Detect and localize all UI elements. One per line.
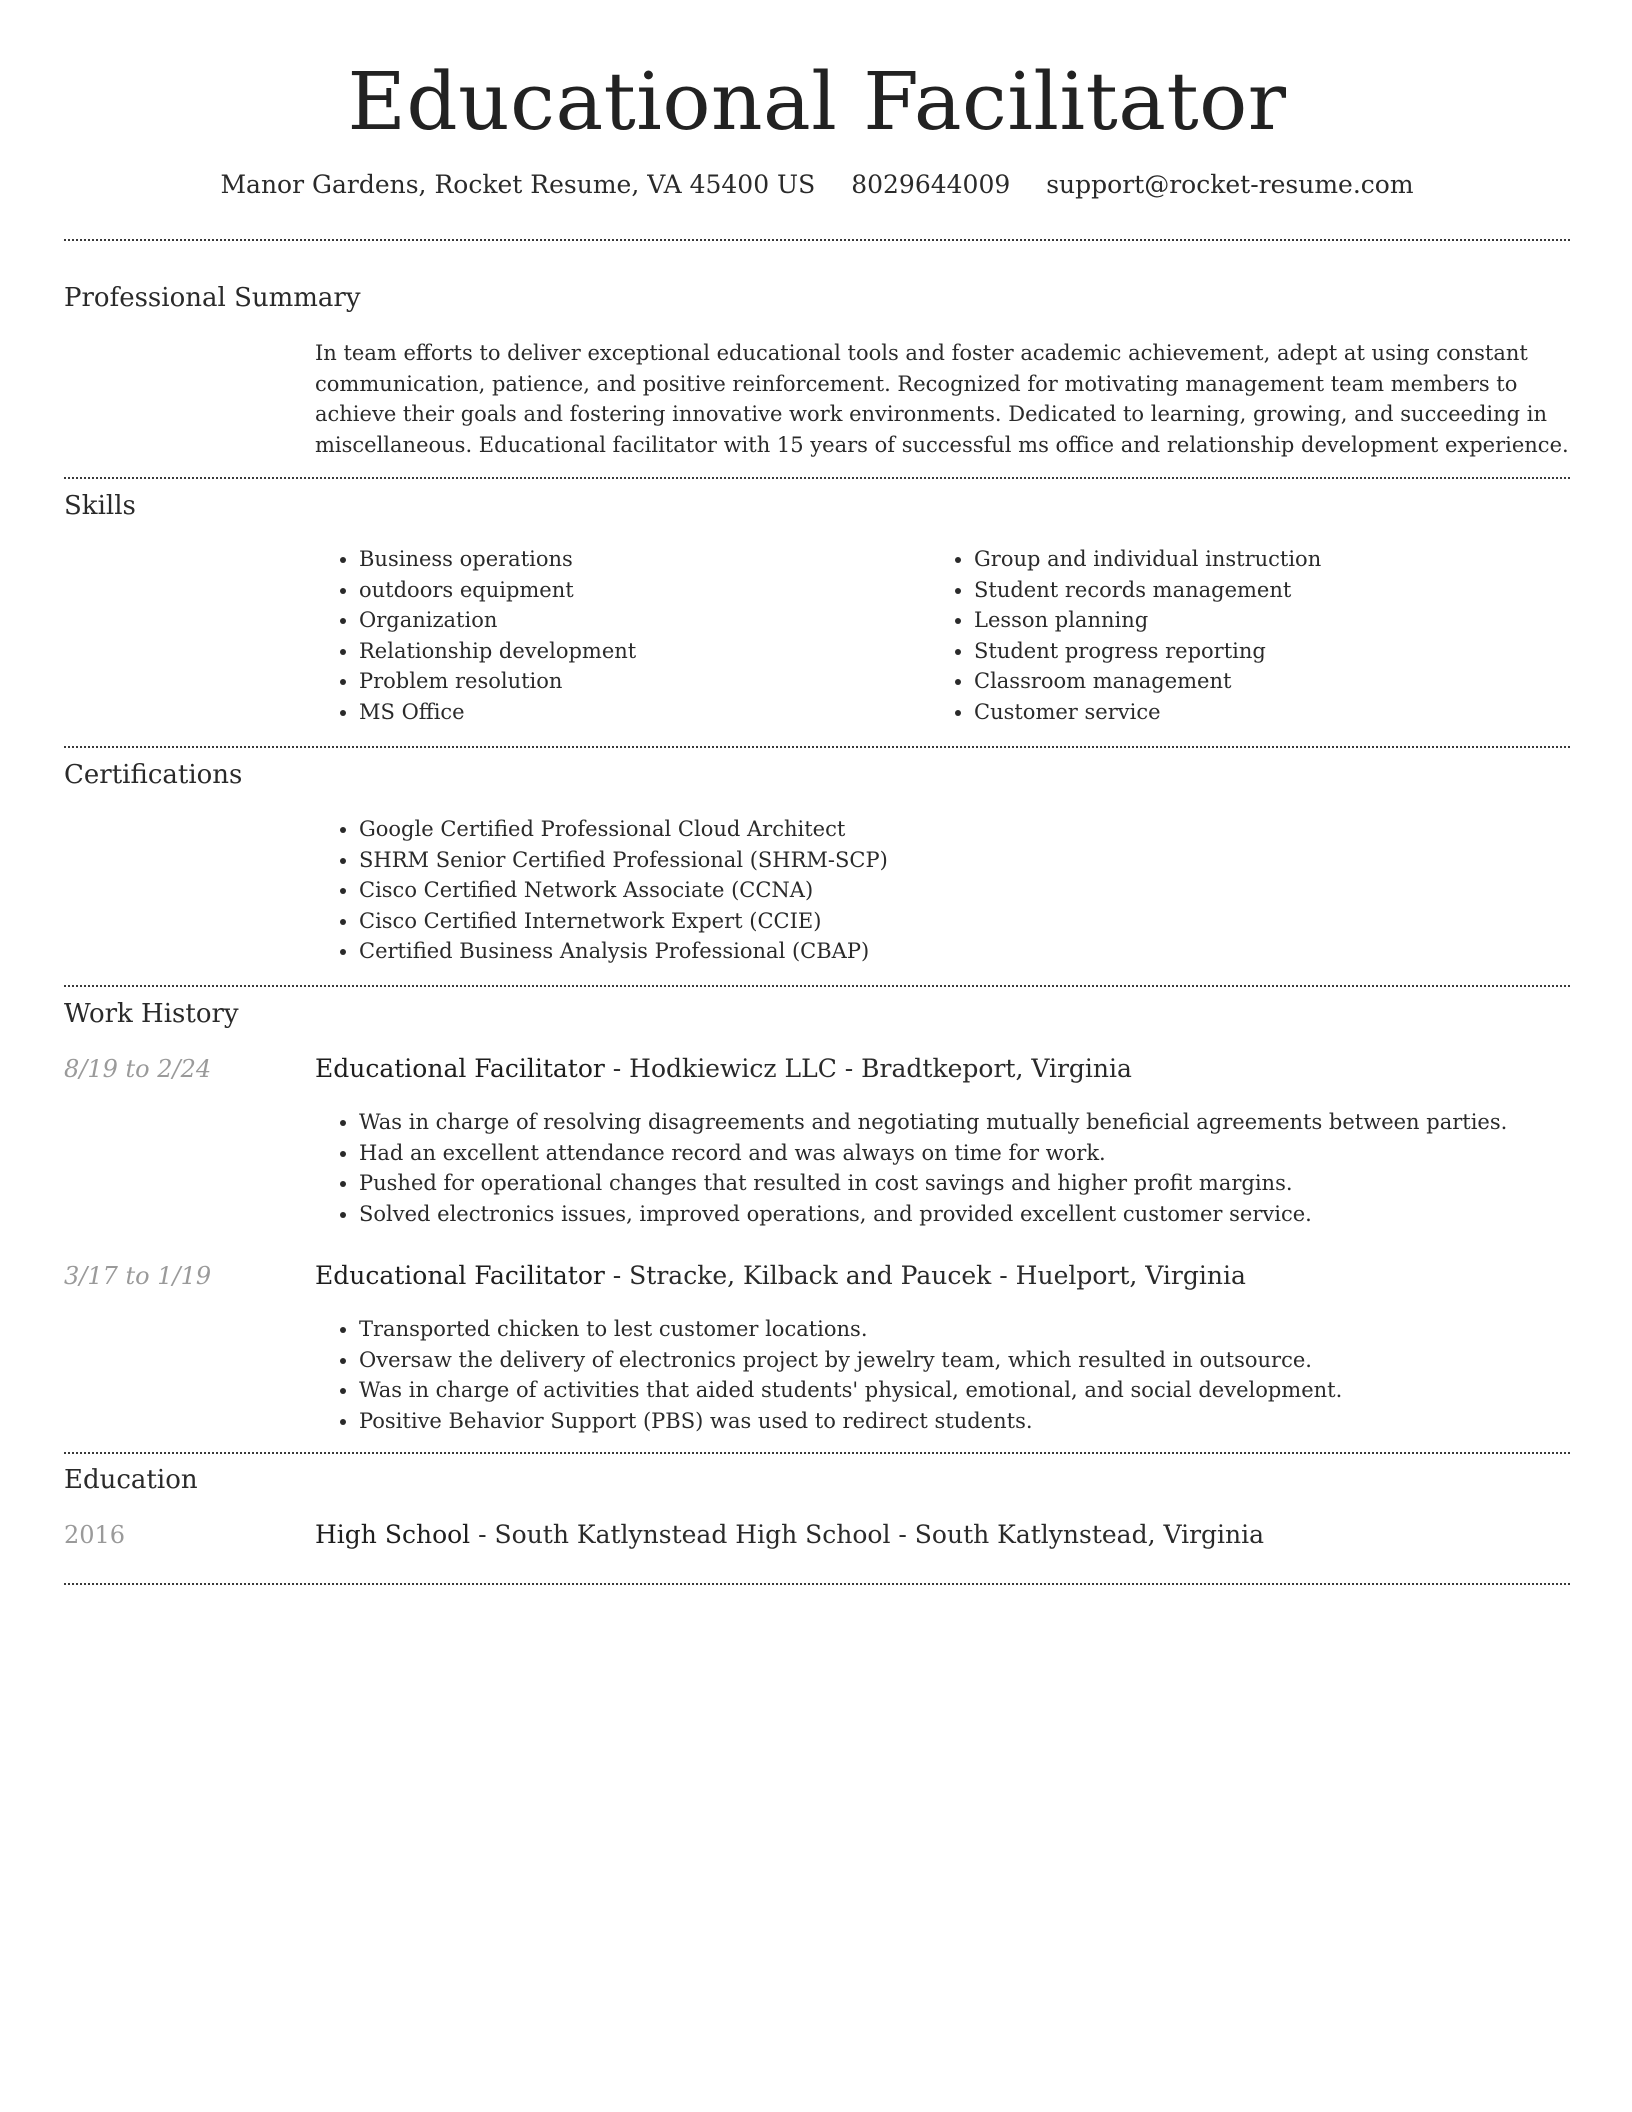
skill-item: • Business operations (359, 544, 636, 575)
certification-item: • Cisco Certified Internetwork Expert (CCIE) (359, 906, 888, 937)
summary-text: In team efforts to deliver exceptional educational tools and foster academic achievement, adept at using constant communication, patience, and positive reinforcement. Recognized for motivating management team members to achieve their goals and fostering innovative work environments. Dedicated to learning, growing, and succeeding in miscellaneous. Educational facilitator with 15 years of successful ms office and relationship development experience. (315, 341, 1569, 457)
section-divider (64, 1583, 1570, 1585)
education-entry (315, 1519, 1264, 1551)
skill-item: • MS Office (359, 697, 636, 728)
job-bullet: • Transported chicken to lest customer locations. (359, 1314, 1342, 1345)
skill-item: • Student progress reporting (974, 636, 1321, 667)
skill-item: • Customer service (974, 697, 1321, 728)
job-bullet: • Pushed for operational changes that resulted in cost savings and higher profit margins. (359, 1168, 1507, 1199)
job-bullet: • Was in charge of resolving disagreements and negotiating mutually beneficial agreements between parties. (359, 1107, 1507, 1138)
contact-address: Manor Gardens, Rocket Resume, VA 45400 US (220, 170, 816, 199)
certification-item: • SHRM Senior Certified Professional (SHRM-SCP) (359, 845, 888, 876)
skill-item: • Group and individual instruction (974, 544, 1321, 575)
section-divider (64, 746, 1570, 748)
contact-line (64, 168, 1570, 202)
education-school: - South Katlynstead High School - South Katlynstead, Virginia (470, 1520, 1265, 1549)
certifications-list (315, 814, 888, 967)
job-dates: 3/17 to 1/19 (64, 1262, 212, 1290)
job-bullet: • Solved electronics issues, improved operations, and provided excellent customer service. (359, 1199, 1507, 1230)
job-bullet: • Oversaw the delivery of electronics project by jewelry team, which resulted in outsource. (359, 1345, 1342, 1376)
skills-list-left (315, 544, 636, 728)
section-divider (64, 985, 1570, 987)
job-role: Educational Facilitator (315, 1261, 605, 1290)
section-divider (64, 477, 1570, 479)
section-divider (64, 239, 1570, 241)
job-dates: 8/19 to 2/24 (64, 1055, 212, 1083)
education-heading: Education (64, 1465, 198, 1495)
certification-item: • Certified Business Analysis Professional (CBAP) (359, 936, 888, 967)
contact-phone: 8029644009 (851, 170, 1011, 199)
education-year: 2016 (64, 1521, 126, 1549)
skill-item: • Organization (359, 605, 636, 636)
candidate-name: Educational Facilitator (347, 55, 1287, 148)
job-bullets (315, 1314, 1342, 1436)
certification-item: • Google Certified Professional Cloud Architect (359, 814, 888, 845)
certifications-heading: Certifications (64, 760, 243, 790)
job-employer: - Stracke, Kilback and Paucek - Huelport, Virginia (604, 1261, 1246, 1290)
summary-heading: Professional Summary (64, 283, 361, 313)
job-bullet: • Positive Behavior Support (PBS) was used to redirect students. (359, 1406, 1342, 1437)
job-employer: - Hodkiewicz LLC - Bradtkeport, Virginia (604, 1054, 1132, 1083)
job-title (315, 1260, 1246, 1292)
skills-list-right (930, 544, 1321, 728)
contact-email: support@rocket-resume.com (1046, 170, 1414, 199)
education-degree: High School (315, 1520, 471, 1549)
certification-item: • Cisco Certified Network Associate (CCNA) (359, 875, 888, 906)
job-role: Educational Facilitator (315, 1054, 605, 1083)
job-bullets (315, 1107, 1507, 1229)
resume-page (64, 0, 1570, 1549)
skill-item: • outdoors equipment (359, 575, 636, 606)
section-divider (64, 1452, 1570, 1454)
skill-item: • Student records management (974, 575, 1321, 606)
skills-heading: Skills (64, 491, 136, 521)
job-bullet: • Was in charge of activities that aided students' physical, emotional, and social development. (359, 1375, 1342, 1406)
skill-item: • Lesson planning (974, 605, 1321, 636)
skill-item: • Problem resolution (359, 666, 636, 697)
job-title (315, 1053, 1132, 1085)
work-history-heading: Work History (64, 999, 239, 1029)
skill-item: • Classroom management (974, 666, 1321, 697)
job-bullet: • Had an excellent attendance record and was always on time for work. (359, 1138, 1507, 1169)
skill-item: • Relationship development (359, 636, 636, 667)
